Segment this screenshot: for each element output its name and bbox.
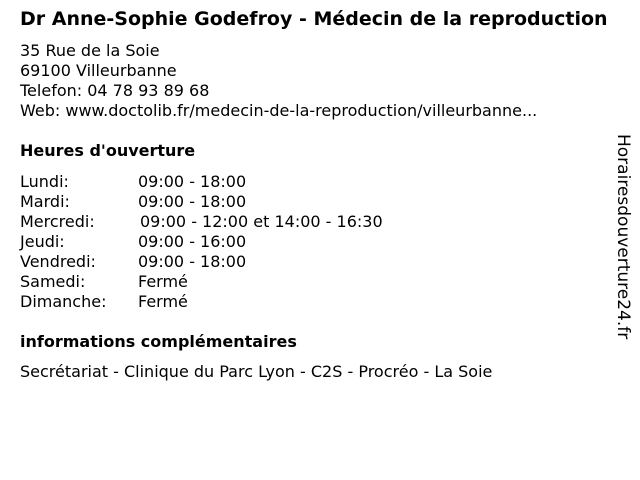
hours-day-label: Dimanche: (20, 292, 107, 311)
hours-value: 09:00 - 16:00 (138, 232, 247, 251)
hours-row-sunday (20, 292, 610, 312)
hours-day-label: Mercredi: (20, 212, 95, 231)
hours-day-label: Lundi: (20, 172, 69, 191)
hours-day-label: Samedi: (20, 272, 86, 291)
additional-info-text: Secrétariat - Clinique du Parc Lyon - C2S - Procréo - La Soie (20, 362, 493, 381)
listing-content (20, 8, 610, 382)
site-watermark: Horairesdouverture24.fr (613, 134, 633, 340)
website-link[interactable]: Web: www.doctolib.fr/medecin-de-la-reproduction/villeurbanne... (20, 101, 538, 120)
hours-day-label: Jeudi: (20, 232, 65, 251)
hours-value: Fermé (138, 292, 188, 311)
hours-row-friday (20, 252, 610, 272)
page-title: Dr Anne-Sophie Godefroy - Médecin de la reproduction (20, 8, 608, 30)
hours-row-saturday (20, 272, 610, 292)
hours-value: 09:00 - 12:00 et 14:00 - 16:30 (140, 212, 383, 231)
hours-row-thursday (20, 232, 610, 252)
contact-block (20, 41, 610, 121)
hours-day-label: Vendredi: (20, 252, 96, 271)
address-street: 35 Rue de la Soie (20, 41, 160, 60)
hours-row-tuesday (20, 192, 610, 212)
hours-day-label: Mardi: (20, 192, 70, 211)
phone-number: Telefon: 04 78 93 89 68 (20, 81, 210, 100)
hours-row-wednesday (20, 212, 610, 232)
hours-value: Fermé (138, 272, 188, 291)
additional-info-heading: informations complémentaires (20, 332, 297, 351)
address-city: 69100 Villeurbanne (20, 61, 177, 80)
opening-hours-heading: Heures d'ouverture (20, 141, 196, 160)
hours-row-monday (20, 172, 610, 192)
opening-hours-table (20, 172, 610, 312)
hours-value: 09:00 - 18:00 (138, 192, 247, 211)
hours-value: 09:00 - 18:00 (138, 252, 247, 271)
hours-value: 09:00 - 18:00 (138, 172, 247, 191)
